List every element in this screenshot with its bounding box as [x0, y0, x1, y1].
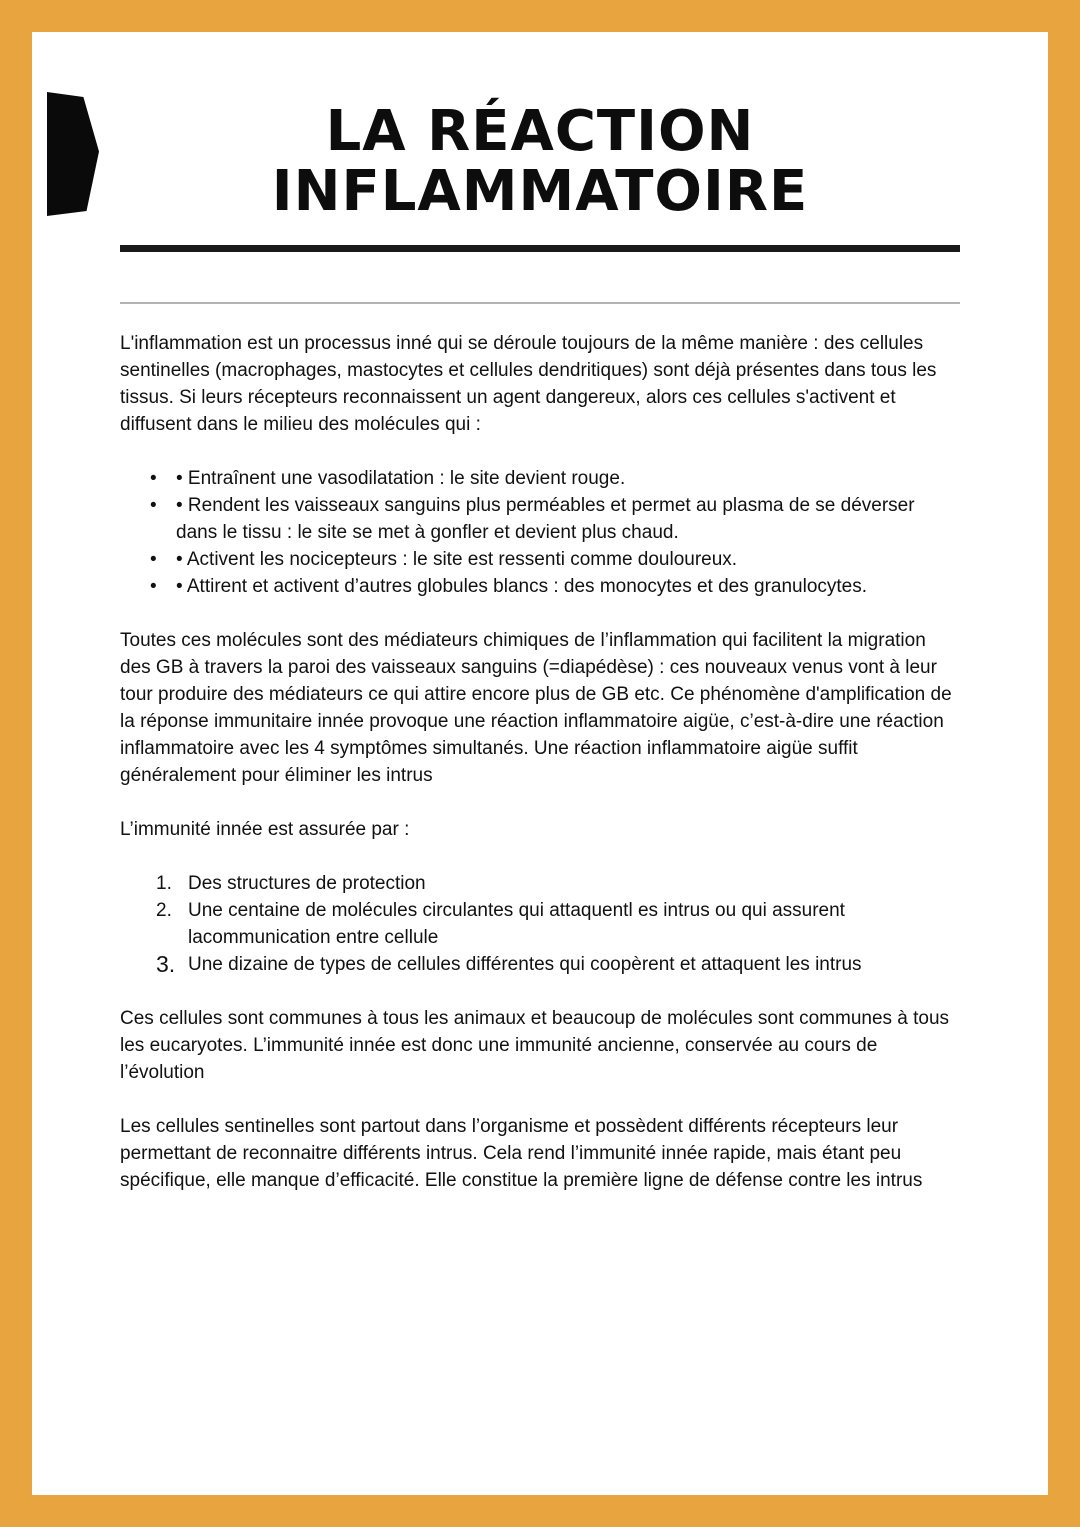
page-title-line1: LA RÉACTION [325, 99, 755, 164]
paragraph-intro: L'inflammation est un processus inné qui se déroule toujours de la même manière : des cellules sentinelles (macrophages, mastocytes et cellules dendritiques) sont déjà présentes dans tous les tissus. Si leurs récepteurs reconnaissent un agent dangereux, alors ces cellules s'activent et diffusent dans le milieu des molécules qui : [120, 332, 937, 435]
page-title-line2: INFLAMMATOIRE [271, 159, 809, 225]
bullet-marker: • [150, 494, 157, 516]
list-item [156, 870, 960, 897]
immunity-numbered-list [120, 870, 960, 978]
list-item-text: Une dizaine de types de cellules différentes qui coopèrent et attaquent les intrus [188, 953, 862, 975]
bullet-marker: • [150, 548, 157, 570]
list-number: 1. [156, 872, 172, 894]
list-item [156, 951, 960, 978]
list-item-text: • Attirent et activent d’autres globules blancs : des monocytes et des granulocytes. [176, 575, 868, 597]
list-item-text: • Entraînent une vasodilatation : le site devient rouge. [176, 467, 626, 489]
list-item-text: • Activent les nocicepteurs : le site est ressenti comme douloureux. [176, 548, 738, 570]
paragraph-immunity-intro: L’immunité innée est assurée par : [120, 818, 410, 840]
bullet-marker: • [150, 467, 157, 489]
list-number: 3. [156, 950, 176, 977]
paragraph-common-cells: Ces cellules sont communes à tous les animaux et beaucoup de molécules sont communes à tous les eucaryotes. L’immunité innée est donc une immunité ancienne, conservée au cours de l’évolution [120, 1007, 950, 1083]
paragraph-mediators: Toutes ces molécules sont des médiateurs chimiques de l’inflammation qui facilitent la migration des GB à travers la paroi des vaisseaux sanguins (=diapédèse) : ces nouveaux venus vont à leur tour produire des médiateurs ce qui attire encore plus de GB etc. Ce phénomène d'amplification de la réponse immunitaire innée provoque une réaction inflammatoire aigüe, c’est-à-dire une réaction inflammatoire avec les 4 symptômes simultanés. Une réaction inflammatoire aigüe suffit généralement pour éliminer les intrus [120, 629, 952, 786]
paragraph-sentinels: Les cellules sentinelles sont partout dans l’organisme et possèdent différents récepteurs leur permettant de reconnaitre différents intrus. Cela rend l’immunité innée rapide, mais étant peu spécifique, elle manque d’efficacité. Elle constitue la première ligne de défense contre les intrus [120, 1115, 923, 1191]
list-item [150, 492, 960, 546]
bullet-marker: • [150, 575, 157, 597]
list-item-text: Des structures de protection [188, 872, 426, 894]
list-number: 2. [156, 899, 172, 921]
list-item-text: Une centaine de molécules circulantes qui attaquentl es intrus ou qui assurent lacommunication entre cellule [188, 899, 845, 948]
list-item [156, 897, 960, 951]
title-divider-thick [120, 245, 960, 252]
list-item [150, 465, 960, 492]
page-title [32, 99, 1048, 225]
document-body [120, 330, 960, 1194]
list-item [150, 573, 960, 600]
list-item [150, 546, 960, 573]
list-item-text: • Rendent les vaisseaux sanguins plus perméables et permet au plasma de se déverser dans le tissu : le site se met à gonfler et devient plus chaud. [176, 494, 915, 543]
symptoms-bullet-list [120, 465, 960, 600]
title-divider-thin [120, 302, 960, 304]
